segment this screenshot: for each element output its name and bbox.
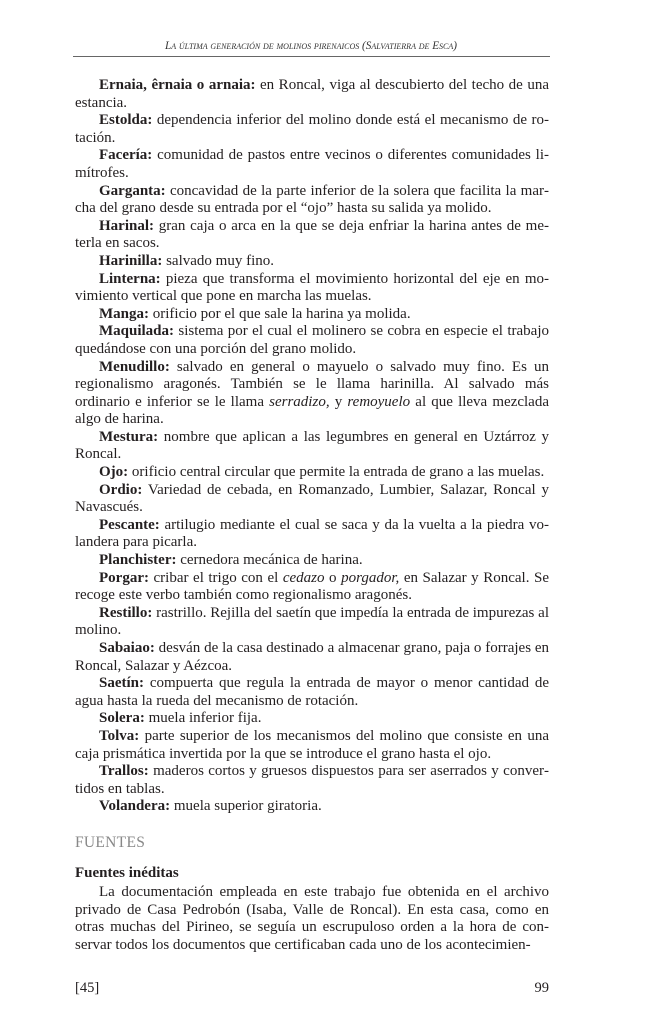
glossary-term: Menudillo: <box>99 358 170 375</box>
glossary-term: Harinal: <box>99 217 154 234</box>
definition-text: orificio por el que sale la harina ya molida. <box>149 305 411 322</box>
folio-bracket: [45] <box>75 980 100 997</box>
glossary-entry <box>75 271 549 306</box>
section-title: FUENTES <box>75 833 146 851</box>
definition-text: salvado muy fino. <box>162 252 274 269</box>
glossary-term: Ojo: <box>99 464 129 481</box>
glossary-term: Manga: <box>99 305 149 322</box>
glossary-term: Planchister: <box>99 552 177 569</box>
glossary-term: Restillo: <box>99 604 153 621</box>
definition-text: artilugio mediante el cual se saca y da la vuelta a la piedra volandera para picarla. <box>75 516 549 551</box>
definition-text: en Salazar y Roncal. Se recoge este verbo también como regionalismo aragonés. <box>75 569 549 604</box>
glossary-entry <box>75 306 549 324</box>
definition-text: nombre que aplican a las legumbres en general en Uztárroz y Roncal. <box>75 428 549 463</box>
definition-text: en Roncal, viga al descubierto del techo de una estancia. <box>75 77 549 111</box>
glossary-entry <box>75 728 549 763</box>
subsection-title: Fuentes inéditas <box>75 864 179 881</box>
definition-text: gran caja o arca en la que se deja enfriar la harina antes de meterla en sacos. <box>75 217 549 252</box>
definition-text: dependencia inferior del molino donde está el mecanismo de rotación. <box>75 112 549 146</box>
definition-text: desván de la casa destinado a almacenar grano, paja o forrajes en Roncal, Salazar y Aézcoa. <box>75 640 549 674</box>
glossary <box>75 77 549 816</box>
glossary-entry <box>75 517 549 552</box>
definition-text: parte superior de los mecanismos del molino que consiste en una caja prismática invertida por la que se introduce el grano hasta el ojo. <box>75 727 549 762</box>
definition-text: y <box>329 393 348 410</box>
definition-text: sistema por el cual el molinero se cobra en especie el trabajo quedándose con una porción del grano molido. <box>75 323 549 357</box>
definition-text: cribar el trigo con el <box>148 569 283 586</box>
page-number: 99 <box>534 980 549 997</box>
glossary-entry <box>75 147 549 182</box>
italic-term: serradizo, <box>269 393 330 410</box>
glossary-term: Harinilla: <box>99 252 163 269</box>
glossary-entry <box>75 570 549 605</box>
glossary-entry <box>75 798 549 816</box>
running-head: La última generación de molinos pirenaicos (Salvatierra de Esca) <box>165 40 457 52</box>
glossary-term: Tolva: <box>99 727 140 744</box>
glossary-entry <box>75 429 549 464</box>
glossary-entry <box>75 710 549 728</box>
glossary-term: Saetín: <box>99 675 144 692</box>
glossary-entry <box>75 183 549 218</box>
glossary-entry <box>75 675 549 710</box>
glossary-entry <box>75 359 549 429</box>
glossary-term: Linterna: <box>99 270 161 287</box>
definition-text: Variedad de cebada, en Romanzado, Lumbier, Salazar, Roncal y Navascués. <box>75 481 549 516</box>
body-paragraph: La documentación empleada en este trabajo fue obtenida en el archivo privado de Casa Pedrobón (Isaba, Valle de Roncal). En esta casa, como en otras muchas del Pirineo, se seguía un escrupuloso orden a la hora de conservar todos los documentos que certificaban cada uno de los acontecimien- <box>75 883 549 953</box>
header-rule <box>73 56 550 57</box>
glossary-term: Garganta: <box>99 182 166 199</box>
italic-term: porgador, <box>341 569 400 586</box>
definition-text: cernedora mecánica de harina. <box>176 552 363 569</box>
italic-term: cedazo <box>282 569 325 586</box>
glossary-term: Solera: <box>99 710 145 727</box>
definition-text: al que lleva mezclada algo de harina. <box>75 393 549 428</box>
glossary-term: Trallos: <box>99 763 149 780</box>
definition-text: comunidad de pastos entre vecinos o diferentes comunidades limítrofes. <box>75 147 549 181</box>
glossary-entry <box>75 605 549 640</box>
definition-text: orificio central circular que permite la entrada de grano a las muelas. <box>128 464 545 481</box>
glossary-entry <box>75 482 549 517</box>
definition-text: muela superior giratoria. <box>170 798 322 815</box>
definition-text: compuerta que regula la entrada de mayor o menor cantidad de agua hasta la rueda del mecanismo de rotación. <box>75 675 549 709</box>
definition-text: o <box>324 569 342 586</box>
definition-text: pieza que transforma el movimiento horizontal del eje en movimiento vertical que pone en marcha las muelas. <box>75 270 549 305</box>
glossary-entry <box>75 112 549 147</box>
glossary-term: Porgar: <box>99 569 149 586</box>
glossary-entry <box>75 253 549 271</box>
glossary-term: Pescante: <box>99 516 160 533</box>
glossary-term: Ernaia, êrnaia o arnaia: <box>99 77 256 93</box>
glossary-entry <box>75 77 549 112</box>
page-footer <box>75 980 549 1017</box>
glossary-term: Maquilada: <box>99 323 175 340</box>
glossary-term: Estolda: <box>99 112 153 129</box>
glossary-entry <box>75 218 549 253</box>
glossary-term: Sabaiao: <box>99 640 155 656</box>
glossary-entry <box>75 640 549 675</box>
glossary-entry <box>75 763 549 798</box>
glossary-entry <box>75 323 549 358</box>
glossary-term: Ordio: <box>99 481 143 498</box>
glossary-term: Mestura: <box>99 428 159 445</box>
italic-term: remoyuelo <box>347 393 411 410</box>
glossary-term: Facería: <box>99 147 153 164</box>
definition-text: maderos cortos y gruesos dispuestos para ser aserrados y convertidos en tablas. <box>75 763 549 797</box>
definition-text: salvado en general o mayuelo o salvado muy fino. Es un regionalismo aragonés. También se le llama harinilla. Al salvado más ordinario e inferior se le llama <box>75 358 549 410</box>
definition-text: concavidad de la parte inferior de la solera que facilita la marcha del grano desde su entrada por el “ojo” hasta su salida ya molido. <box>75 182 549 217</box>
glossary-entry <box>75 552 549 570</box>
definition-text: muela inferior fija. <box>144 710 262 727</box>
glossary-entry <box>75 464 549 482</box>
glossary-term: Volandera: <box>99 798 171 815</box>
definition-text: rastrillo. Rejilla del saetín que impedía la entrada de impurezas al molino. <box>75 604 549 639</box>
